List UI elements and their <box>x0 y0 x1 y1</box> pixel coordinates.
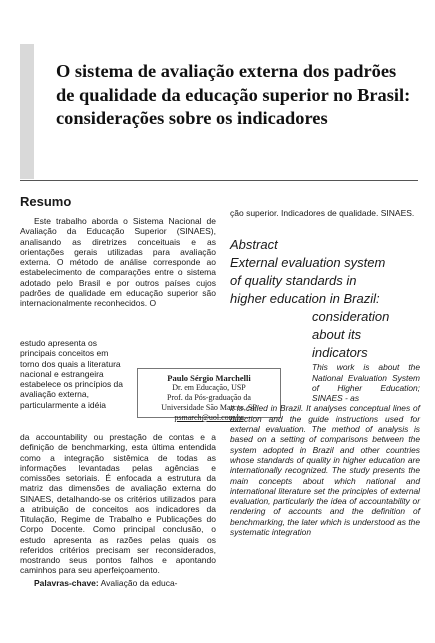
resumo-paragraph-3: da accountability ou prestação de contas e a definição de benchmarking, esta última entendida como a integração sistêmica de todas as informações levantadas pelas agências e comissões setoriais. É enfocada a estrutura da matriz das dimensões de avaliação externa do SINAES, detalhando-se os critérios utilizados para a atribuição de conceitos aos indicadores da Titulação, Regime de Trabalho e Publicações do Corpo Docente. Como principal conclusão, o estudo apresenta as razões pelas quais os referidos critérios precisam ser reconsiderados, mostrando seus pontos falhos e apontando caminhos para seu aperfeiçoamento. <box>20 432 216 576</box>
resumo-paragraph-2: estudo apresenta os principais conceitos em torno dos quais a literatura nacional e estrangeira estabelece os princípios da avaliação externa, particularmente a idéia <box>20 338 124 410</box>
resumo-heading: Resumo <box>20 194 72 209</box>
resumo-narrow-column <box>20 338 130 410</box>
abstract-title-line-3: higher education in Brazil: <box>230 291 380 307</box>
author-degree: Dr. em Educação, USP <box>172 383 246 392</box>
title-divider <box>20 180 418 181</box>
abstract-heading: Abstract <box>230 237 278 253</box>
resumo-column <box>20 194 216 352</box>
abstract-title-line-2: of quality standards in <box>230 273 357 289</box>
abstract-title-line-1: External evaluation system <box>230 255 386 271</box>
abstract-text-indented: This work is about the National Evaluation System of Higher Education; SINAES - as <box>312 362 420 404</box>
resumo-keywords <box>20 578 216 588</box>
abstract-title-line-4: consideration <box>312 309 390 325</box>
author-name: Paulo Sérgio Marchelli <box>167 373 251 383</box>
resumo-keywords-continuation: ção superior. Indicadores de qualidade. SINAES. <box>230 208 415 218</box>
abstract-column <box>230 208 420 537</box>
title-block <box>20 44 418 179</box>
article-title: O sistema de avaliação externa dos padrões de qualidade da educação superior no Brasil: considerações sobre os indicadores <box>56 61 411 128</box>
resumo-lower-column <box>20 432 216 588</box>
resumo-paragraph-1: Este trabalho aborda o Sistema Nacional de Avaliação da Educação Superior (SINAES), analisando as diretrizes conceituais e as orientações gerais utilizadas para avaliação externa. O método de análise corresponde ao estabelecimento de comparações entre o sistema adotado pelo Brasil e por outros países cujos padrões de qualidade em educação superior são internacionalmente reconhecidos. O <box>20 216 216 308</box>
author-email-link[interactable]: psmarch@uol.com.br <box>174 413 244 422</box>
keywords-text-start: Avaliação da educa- <box>98 577 178 588</box>
keywords-label: Palavras-chave: <box>34 577 99 588</box>
author-position: Prof. da Pós-graduação da <box>167 393 251 402</box>
title-accent-bar <box>20 44 34 179</box>
abstract-title-line-6: indicators <box>312 345 368 361</box>
abstract-title-line-5: about its <box>312 327 362 343</box>
author-institution: Universidade São Marcos, SP <box>161 403 257 412</box>
abstract-text: it is called in Brazil. It analyses conceptual lines of direction and the guide instructions used for external evaluation. The method of analysis is based on a setting of comparisons between the system adopted in Brazil and other countries whose standards of quality in higher education are internationally recognized. The study presents the main concepts about which national and international literature set the principles of external evaluation, particularly the idea of accountability or rendering of accounts and the definition of benchmarking, the later which is understood as the systematic integration <box>230 403 420 537</box>
